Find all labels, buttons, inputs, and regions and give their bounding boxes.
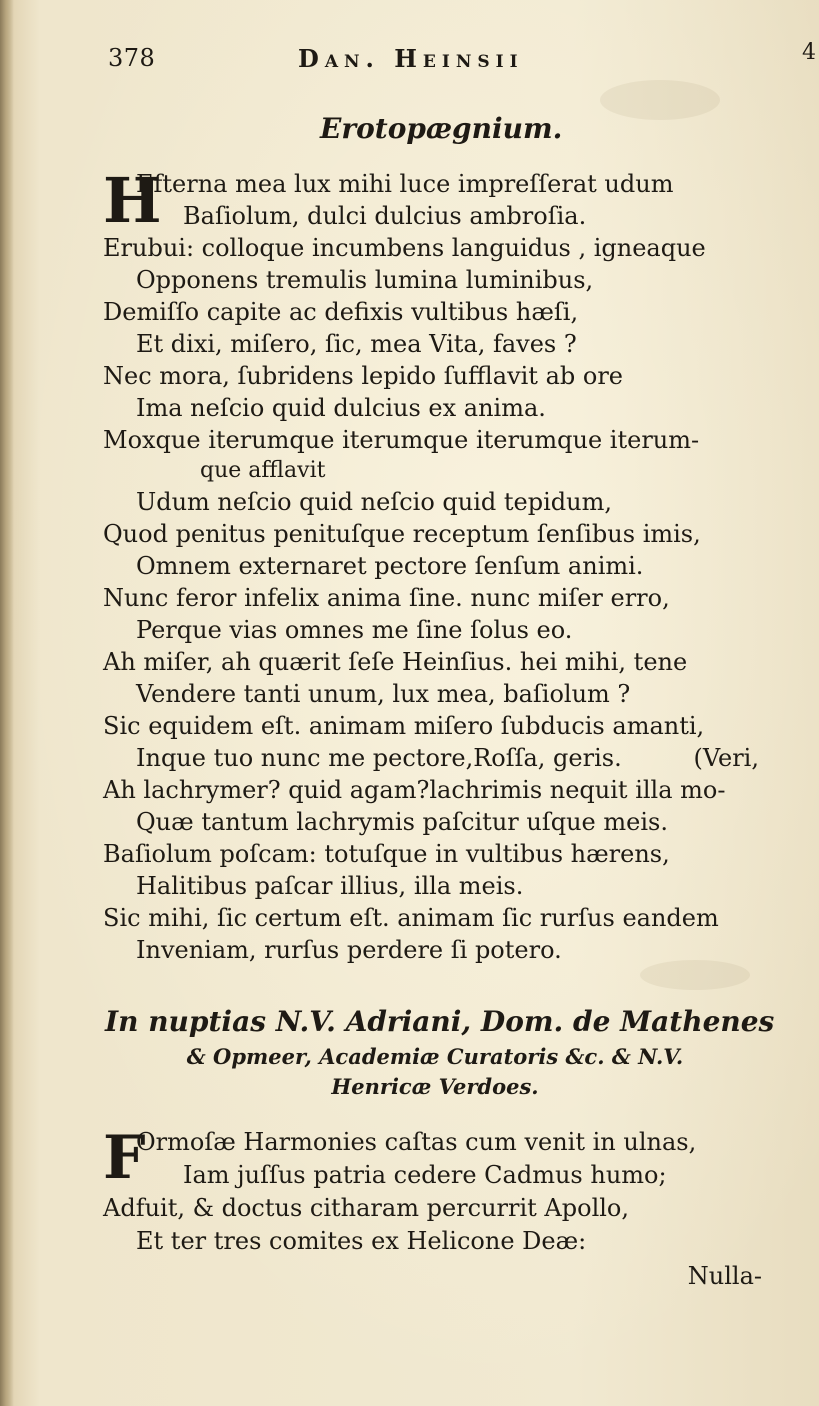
verse-text: Quæ tantum lachrymis paſcitur uſque meis. [136, 808, 668, 836]
verse-text: Opponens tremulis lumina luminibus, [136, 266, 594, 294]
verse-text: Iam juſſus patria cedere Cadmus humo; [183, 1161, 667, 1189]
verse-line [103, 518, 783, 550]
margin-note: (Veri, [693, 744, 759, 772]
drop-cap: H [103, 164, 162, 237]
catchword: Nulla- [687, 1262, 762, 1290]
verse-text: Omnem externaret pectore ſenſum animi. [136, 552, 644, 580]
poem-erotopaegnium [103, 164, 783, 966]
verse-text: Demiſſo capite ac defixis vultibus hæſi, [103, 298, 579, 326]
wedding-poem-heading [105, 1002, 775, 1102]
verse-text: Moxque iterumque iterumque iterumque iterum- [103, 426, 700, 454]
poem-title: Erotopægnium. [320, 112, 563, 145]
verse-text: Nec mora, ſubridens lepido ſufflavit ab ore [103, 362, 624, 390]
verse-text: Sic equidem eſt. animam miſero ſubducis amanti, [103, 712, 705, 740]
verse-line [103, 710, 783, 742]
verse-text: Nunc feror infelix anima ſine. nunc miſer erro, [103, 584, 670, 612]
verse-text: Udum neſcio quid neſcio quid tepidum, [136, 488, 612, 516]
running-head: Dan. Heinsii [298, 44, 524, 73]
verse-line [103, 806, 783, 838]
page-binding-shadow [0, 0, 14, 1406]
drop-cap: F [103, 1123, 146, 1193]
poem-wedding [103, 1123, 783, 1258]
verse-text: Vendere tanti unum, lux mea, baſiolum ? [136, 680, 631, 708]
verse-text: Inque tuo nunc me pectore,Roſſa, geris. [136, 744, 622, 772]
verse-line [103, 424, 783, 456]
verse-line [103, 1225, 783, 1258]
verse-text: Halitibus paſcar illius, illa meis. [136, 872, 524, 900]
verse-line [103, 838, 783, 870]
verse-text: Ah miſer, ah quærit ſeſe Heinſius. hei mihi, tene [103, 648, 688, 676]
verse-text: Ormoſæ Harmonies caſtas cum venit in ulnas, [136, 1128, 697, 1156]
verse-line [103, 934, 783, 966]
edge-mark: 4 [802, 40, 816, 65]
verse-text: Erubui: colloque incumbens languidus , igneaque [103, 234, 706, 262]
verse-line [103, 296, 783, 328]
page-number: 378 [108, 44, 156, 72]
verse-line [103, 582, 783, 614]
verse-line [103, 550, 783, 582]
verse-text: Ah lachrymer? quid agam?lachrimis nequit illa mo- [103, 776, 726, 804]
verse-text: Et ter tres comites ex Helicone Deæ: [136, 1227, 587, 1255]
verse-line [103, 392, 783, 424]
verse-line [103, 1192, 783, 1225]
verse-text: Baſiolum poſcam: totuſque in vultibus hærens, [103, 840, 670, 868]
verse-text: Inveniam, rurſus perdere ſi potero. [136, 936, 562, 964]
verse-line [103, 486, 783, 518]
verse-line [103, 774, 783, 806]
verse-text: que afflavit [200, 458, 326, 483]
verse-line [103, 1159, 783, 1192]
verse-text: Efterna mea lux mihi luce impreſſerat udum [136, 170, 674, 198]
verse-text: Ima neſcio quid dulcius ex anima. [136, 394, 546, 422]
verse-line [103, 328, 783, 360]
verse-line [103, 902, 783, 934]
verse-line [103, 360, 783, 392]
verse-line [103, 264, 783, 296]
heading-line: & Opmeer, Academiæ Curatoris &c. & N.V. [186, 1044, 684, 1069]
heading-line: Henricæ Verdoes. [331, 1074, 539, 1099]
verse-text: Perque vias omnes me ſine ſolus eo. [136, 616, 573, 644]
verse-line [103, 232, 783, 264]
verse-text: Et dixi, miſero, ſic, mea Vita, faves ? [136, 330, 577, 358]
verse-line [103, 646, 783, 678]
verse-line [103, 614, 783, 646]
verse-line [103, 678, 783, 710]
verse-line [103, 870, 783, 902]
verse-line [103, 200, 783, 232]
verse-text: Baſiolum, dulci dulcius ambroſia. [183, 202, 587, 230]
verse-line [103, 1126, 783, 1159]
verse-text: Adfuit, & doctus citharam percurrit Apollo, [103, 1194, 630, 1222]
verse-text: Quod penitus penituſque receptum ſenſibus imis, [103, 520, 701, 548]
heading-line: In nuptias N.V. Adriani, Dom. de Mathenes [105, 1005, 775, 1038]
verse-line-continuation [103, 456, 783, 486]
page-stain [600, 80, 720, 120]
verse-text: Sic mihi, ſic certum eſt. animam ſic rurſus eandem [103, 904, 719, 932]
page-header [108, 40, 818, 80]
verse-line [103, 168, 783, 200]
verse-line [103, 742, 783, 774]
